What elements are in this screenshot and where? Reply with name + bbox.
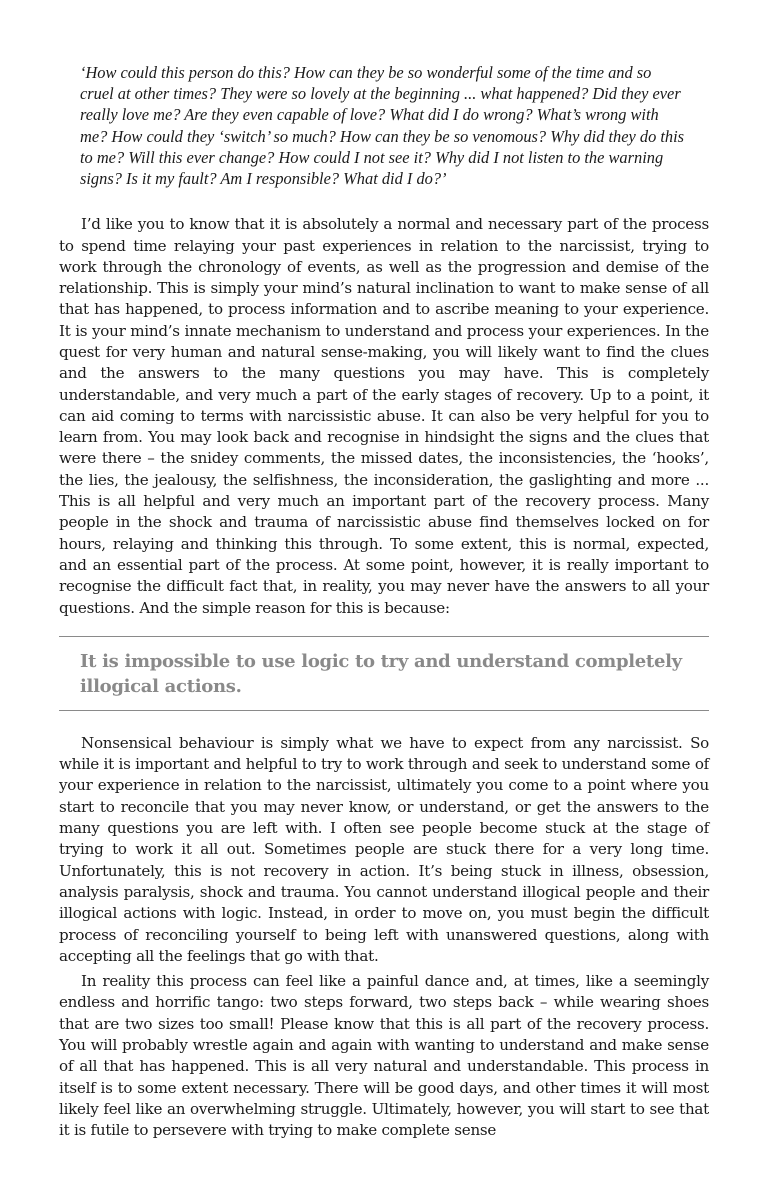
pull-quote-text: It is impossible to use logic to try and understand completely illogical actions.	[80, 650, 682, 697]
body-paragraph-1: I’d like you to know that it is absolutely a normal and necessary part of the process to spend time relaying your past experiences in relation to the narcissist, trying to work through the chronology of events, as well as the progression and demise of the relationship. This is simply your mind’s natural inclination to want to make sense of all that has happened, to process information and to ascribe meaning to your experience. It is your mind’s innate mechanism to understand and process your experiences. In the quest for very human and natural sense-making, you will likely want to find the clues and the answers to the many questions you may have. This is completely understandable, and very much a part of the early stages of recovery. Up to a point, it can aid coming to terms with narcissistic abuse. It can also be very helpful for you to learn from. You may look back and recognise in hindsight the signs and the clues that were there – the snidey comments, the missed dates, the inconsistencies, the ‘hooks’, the lies, the jealousy, the selfishness, the inconsideration, the gaslighting and more ... This is all helpful and very much an important part of the recovery process. Many people in the shock and trauma of narcissistic abuse find themselves locked on for hours, relaying and thinking this through. To some extent, this is normal, expected, and an essential part of the process. At some point, however, it is really important to recognise the difficult fact that, in reality, you may never have the answers to all your questions. And the simple reason for this is because:	[59, 215, 709, 617]
body-paragraph-3: In reality this process can feel like a painful dance and, at times, like a seemingly endless and horrific tango: two steps forward, two steps back – while wearing shoes that are two sizes too small! Please know that this is all part of the recovery process. You will probably wrestle again and again with wanting to understand and make sense of all that has happened. This is all very natural and understandable. This process in itself is to some extent necessary. There will be good days, and other times it will most likely feel like an overwhelming struggle. Ultimately, however, you will start to see that it is futile to persevere with trying to make complete sense	[59, 972, 709, 1140]
pull-quote-box	[59, 636, 709, 711]
body-paragraph-2: Nonsensical behaviour is simply what we have to expect from any narcissist. So while it is important and helpful to try to work through and seek to understand some of your experience in relation to the narcissist, ultimately you come to a point where you start to reconcile that you may never know, or understand, or get the answers to the many questions you are left with. I often see people become stuck at the stage of trying to work it all out. Sometimes people are stuck there for a very long time. Unfortunately, this is not recovery in action. It’s being stuck in illness, obsession, analysis paralysis, shock and trauma. You cannot understand illogical people and their illogical actions with logic. Instead, in order to move on, you must begin the difficult process of reconciling yourself to being left with unanswered questions, along with accepting all the feelings that go with that.	[59, 733, 709, 965]
opening-quote: ‘How could this person do this? How can they be so wonderful some of the time and so cruel at other times? They were so lovely at the beginning ... what happened? Did they ever really love me? Are they even capable of love? What did I do wrong? What’s wrong with me? How could they ‘switch’ so much? How can they be so venomous? Why did they do this to me? Will this ever change? How could I not see it? Why did I not listen to the warning signs? Is it my fault? Am I responsible? What did I do?’	[80, 63, 685, 189]
book-page	[59, 62, 709, 1142]
